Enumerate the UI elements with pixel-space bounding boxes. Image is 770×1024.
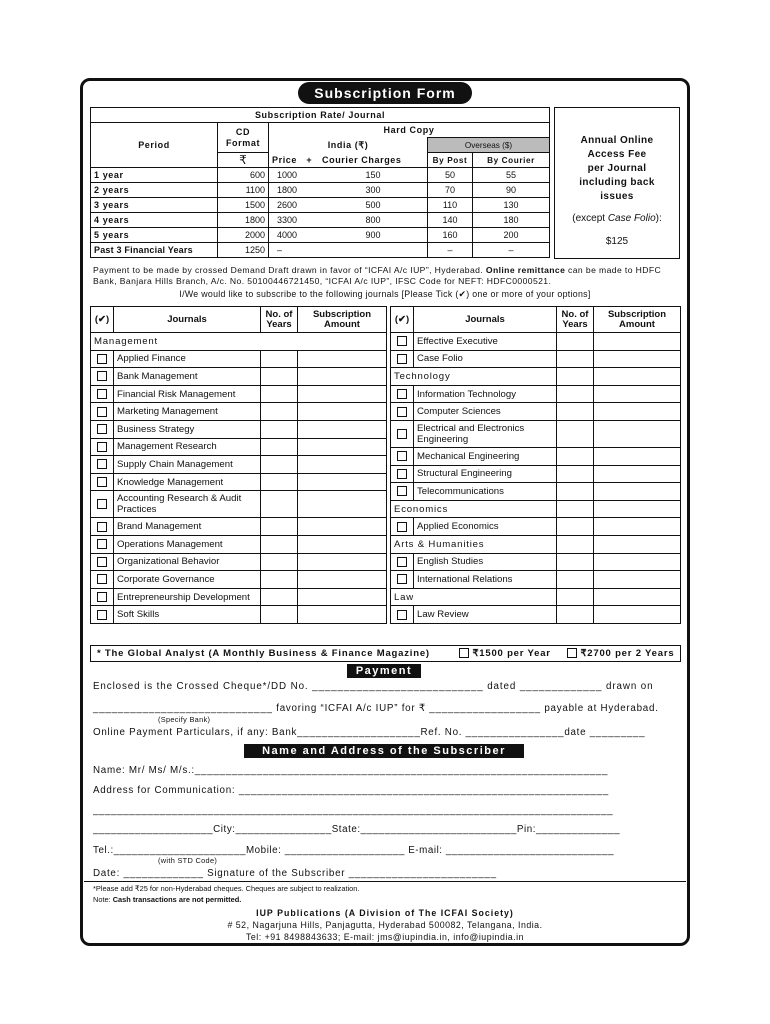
price-header: Price + [269, 153, 320, 168]
amount-cell[interactable] [298, 438, 387, 456]
amount-cell[interactable] [594, 553, 681, 571]
years-cell[interactable] [261, 473, 298, 491]
years-cell[interactable] [557, 420, 594, 447]
amount-cell[interactable] [594, 518, 681, 536]
section-label: Technology [391, 368, 557, 386]
tick-header: (✔) [391, 307, 414, 333]
by-courier-cell: 130 [473, 198, 550, 213]
tick-cell[interactable] [91, 571, 114, 589]
tick-cell[interactable] [391, 447, 414, 465]
period-cell: Past 3 Financial Years [91, 243, 218, 258]
journal-row [391, 333, 681, 351]
fee-price: $125 [605, 236, 629, 247]
journal-name: Telecommunications [414, 483, 557, 501]
years-cell[interactable] [557, 333, 594, 351]
checkbox-icon[interactable] [567, 648, 577, 658]
cd-cell: 2000 [218, 228, 269, 243]
journal-row [91, 518, 387, 536]
amount-cell[interactable] [298, 535, 387, 553]
tick-cell[interactable] [391, 571, 414, 589]
fee-line: including back [579, 177, 655, 188]
amount-cell[interactable] [594, 350, 681, 368]
years-header: No. of Years [557, 307, 594, 333]
years-cell[interactable] [261, 571, 298, 589]
journal-name: Business Strategy [114, 420, 261, 438]
fee-exception: (except Case Folio): [572, 213, 662, 224]
amount-cell[interactable] [594, 368, 681, 386]
tick-cell[interactable] [91, 553, 114, 571]
checkbox-icon[interactable] [97, 557, 107, 567]
cd-format-header: CD Format [218, 123, 269, 153]
amount-cell[interactable] [298, 368, 387, 386]
years-cell[interactable] [557, 518, 594, 536]
courier-cell: 300 [319, 183, 428, 198]
journal-name: Soft Skills [114, 606, 261, 624]
journal-row [391, 350, 681, 368]
journal-name: Information Technology [414, 385, 557, 403]
years-cell[interactable] [557, 447, 594, 465]
journal-name: Applied Economics [414, 518, 557, 536]
checkbox-icon[interactable] [397, 336, 407, 346]
amount-header: Subscription Amount [594, 307, 681, 333]
tick-cell[interactable] [91, 403, 114, 421]
section-label: Economics [391, 500, 557, 518]
journal-name: Operations Management [114, 535, 261, 553]
tick-cell[interactable] [91, 473, 114, 491]
courier-cell: 500 [319, 198, 428, 213]
journal-row [391, 447, 681, 465]
amount-cell[interactable] [298, 606, 387, 624]
amount-cell[interactable] [298, 420, 387, 438]
form-title: Subscription Form [298, 82, 472, 104]
checkbox-icon[interactable] [397, 469, 407, 479]
by-post-cell: 50 [428, 168, 473, 183]
subscriber-section-title: Name and Address of the Subscriber [244, 744, 524, 758]
checkbox-icon[interactable] [397, 610, 407, 620]
checkbox-icon[interactable] [97, 574, 107, 584]
journal-row [91, 403, 387, 421]
divider [84, 881, 686, 882]
tick-cell[interactable] [91, 456, 114, 474]
journals-header: Journals [414, 307, 557, 333]
checkbox-icon[interactable] [97, 371, 107, 381]
fee-line: issues [600, 191, 634, 202]
name-field[interactable]: Name: Mr/ Ms/ M/s.:___________________________________________________________________ [93, 765, 609, 776]
years-cell[interactable] [261, 491, 298, 518]
cd-rupee-symbol: ₹ [218, 153, 269, 168]
journal-name: English Studies [414, 553, 557, 571]
amount-cell[interactable] [298, 588, 387, 606]
fee-line: Access Fee [587, 149, 647, 160]
amount-cell[interactable] [594, 465, 681, 483]
amount-cell[interactable] [594, 500, 681, 518]
tick-cell[interactable] [91, 491, 114, 518]
hard-copy-header: Hard Copy [269, 123, 550, 138]
subscription-rate-table [90, 107, 550, 258]
tick-cell[interactable] [91, 368, 114, 386]
payment-section-title: Payment [347, 664, 421, 678]
section-row [91, 333, 387, 351]
journal-row [91, 385, 387, 403]
years-cell[interactable] [557, 385, 594, 403]
period-cell: 4 years [91, 213, 218, 228]
checkbox-icon[interactable] [397, 574, 407, 584]
journal-row [391, 518, 681, 536]
period-cell: 3 years [91, 198, 218, 213]
tick-cell[interactable] [391, 553, 414, 571]
journal-name: International Relations [414, 571, 557, 589]
courier-header: Courier Charges [319, 153, 428, 168]
journal-row [91, 491, 387, 518]
by-courier-cell: 55 [473, 168, 550, 183]
price-cell: 1000 [269, 168, 320, 183]
checkbox-icon[interactable] [97, 477, 107, 487]
tick-cell[interactable] [391, 350, 414, 368]
amount-cell[interactable] [594, 420, 681, 447]
journal-row [91, 606, 387, 624]
journal-name: Law Review [414, 606, 557, 624]
amount-cell[interactable] [594, 385, 681, 403]
amount-cell[interactable] [298, 403, 387, 421]
years-cell[interactable] [261, 535, 298, 553]
favoring-line[interactable]: _____________________________ favoring “ICFAI A/c IUP” for ₹ __________________ payable at Hyderabad. [93, 703, 659, 714]
cash-note: Note: Cash transactions are not permitted. [93, 895, 242, 904]
rate-caption: Subscription Rate/ Journal [91, 108, 550, 123]
amount-cell[interactable] [298, 456, 387, 474]
checkbox-icon[interactable] [97, 499, 107, 509]
courier-cell: 150 [319, 168, 428, 183]
by-courier-cell: 200 [473, 228, 550, 243]
journal-name: Accounting Research & Audit Practices [114, 491, 261, 518]
by-courier-cell: 180 [473, 213, 550, 228]
tick-cell[interactable] [91, 606, 114, 624]
cheque-line[interactable]: Enclosed is the Crossed Cheque*/DD No. ___________________________ dated _____________ drawn on [93, 681, 654, 692]
by-post-cell: 140 [428, 213, 473, 228]
by-post-cell: 160 [428, 228, 473, 243]
global-analyst-row [90, 645, 681, 662]
period-header: Period [91, 123, 218, 168]
address-field-2[interactable]: ______________________________________________________________________________________ [93, 805, 614, 816]
india-header: India (₹) [269, 138, 428, 153]
journal-name: Financial Risk Management [114, 385, 261, 403]
years-cell[interactable] [557, 553, 594, 571]
payment-instructions: Payment to be made by crossed Demand Draft drawn in favor of “ICFAI A/c IUP”, Hyderabad. Online remittance can be made to HDFC Bank, Banjara Hills Branch, A/c. No. 50100446721450, “ICFAI A/c IUP”, IFSC Code for NEFT: HDFC0000521. [93, 265, 662, 286]
checkbox-icon[interactable] [397, 522, 407, 532]
years-cell[interactable] [557, 571, 594, 589]
global-analyst-option-2yr[interactable]: ₹2700 per 2 Years [567, 646, 674, 661]
years-cell[interactable] [557, 483, 594, 501]
journal-row [91, 420, 387, 438]
amount-header: Subscription Amount [298, 307, 387, 333]
amount-cell[interactable] [298, 385, 387, 403]
years-header: No. of Years [261, 307, 298, 333]
period-cell: 2 years [91, 183, 218, 198]
journal-name: Effective Executive [414, 333, 557, 351]
checkbox-icon[interactable] [397, 389, 407, 399]
years-cell[interactable] [261, 456, 298, 474]
by-post-cell: 110 [428, 198, 473, 213]
years-cell[interactable] [557, 350, 594, 368]
journals-table-left [90, 306, 387, 624]
journal-name: Mechanical Engineering [414, 447, 557, 465]
checkbox-icon[interactable] [97, 389, 107, 399]
journal-name: Brand Management [114, 518, 261, 536]
checkbox-icon[interactable] [97, 407, 107, 417]
period-cell: 5 years [91, 228, 218, 243]
section-label: Law [391, 588, 557, 606]
rate-row [91, 198, 550, 213]
tick-cell[interactable] [391, 483, 414, 501]
journal-row [91, 553, 387, 571]
checkbox-icon[interactable] [397, 407, 407, 417]
cd-cell: 1250 [218, 243, 269, 258]
publisher-address: # 52, Nagarjuna Hills, Panjagutta, Hyderabad 500082, Telangana, India. [227, 920, 543, 930]
by-courier-cell: 90 [473, 183, 550, 198]
section-row [391, 368, 681, 386]
journal-name: Organizational Behavior [114, 553, 261, 571]
amount-cell[interactable] [298, 518, 387, 536]
price-cell: 2600 [269, 198, 320, 213]
checkbox-icon[interactable] [97, 522, 107, 532]
tick-cell[interactable] [91, 350, 114, 368]
amount-cell[interactable] [594, 571, 681, 589]
journal-name: Electrical and Electronics Engineering [414, 420, 557, 447]
journal-row [391, 403, 681, 421]
tick-cell[interactable] [91, 385, 114, 403]
journals-table-right [390, 306, 681, 624]
price-cell: 3300 [269, 213, 320, 228]
tick-cell[interactable] [91, 588, 114, 606]
journal-row [91, 368, 387, 386]
section-label: Arts & Humanities [391, 535, 557, 553]
checkbox-icon[interactable] [97, 424, 107, 434]
tick-header: (✔) [91, 307, 114, 333]
tick-cell[interactable] [91, 420, 114, 438]
years-cell[interactable] [557, 403, 594, 421]
years-cell[interactable] [261, 588, 298, 606]
years-cell[interactable] [261, 385, 298, 403]
cd-cell: 1100 [218, 183, 269, 198]
amount-cell[interactable] [298, 553, 387, 571]
checkbox-icon[interactable] [97, 442, 107, 452]
section-row [391, 500, 681, 518]
tick-cell[interactable] [391, 420, 414, 447]
tick-cell[interactable] [91, 535, 114, 553]
years-cell[interactable] [261, 420, 298, 438]
journal-name: Case Folio [414, 350, 557, 368]
online-payment-line[interactable]: Online Payment Particulars, if any: Bank____________________Ref. No. ________________date _________ [93, 727, 646, 738]
global-analyst-option-1yr[interactable]: ₹1500 per Year [459, 646, 551, 661]
std-code-hint: (with STD Code) [158, 856, 218, 865]
journal-row [391, 483, 681, 501]
online-access-fee-box [554, 107, 680, 259]
tick-cell[interactable] [91, 518, 114, 536]
by-post-cell: 70 [428, 183, 473, 198]
period-cell: 1 year [91, 168, 218, 183]
years-cell[interactable] [557, 588, 594, 606]
years-cell[interactable] [261, 518, 298, 536]
tick-cell[interactable] [391, 385, 414, 403]
tick-cell[interactable] [391, 333, 414, 351]
amount-cell[interactable] [594, 447, 681, 465]
years-cell[interactable] [261, 350, 298, 368]
years-cell[interactable] [261, 553, 298, 571]
tick-cell[interactable] [391, 606, 414, 624]
checkbox-icon[interactable] [97, 539, 107, 549]
date-signature-field[interactable]: Date: _____________ Signature of the Subscriber ________________________ [93, 868, 497, 879]
section-row [391, 535, 681, 553]
amount-cell[interactable] [594, 606, 681, 624]
journal-row [391, 385, 681, 403]
tel-mobile-email-field[interactable]: Tel.:______________________Mobile: ____________________ E-mail: ____________________________ [93, 845, 615, 856]
fee-line: per Journal [587, 163, 647, 174]
checkbox-icon[interactable] [97, 354, 107, 364]
journal-name: Bank Management [114, 368, 261, 386]
amount-cell[interactable] [298, 350, 387, 368]
by-courier-cell: – [473, 243, 550, 258]
years-cell[interactable] [557, 368, 594, 386]
amount-cell[interactable] [298, 473, 387, 491]
amount-cell[interactable] [298, 571, 387, 589]
journal-name: Management Research [114, 438, 261, 456]
journal-row [91, 456, 387, 474]
amount-cell[interactable] [594, 588, 681, 606]
publisher-name: IUP Publications (A Division of The ICFAI Society) [256, 908, 514, 918]
checkbox-icon[interactable] [97, 610, 107, 620]
journal-row [391, 553, 681, 571]
amount-cell[interactable] [594, 333, 681, 351]
tick-cell[interactable] [391, 518, 414, 536]
fee-line: Annual Online [580, 135, 654, 146]
years-cell[interactable] [557, 606, 594, 624]
section-row [391, 588, 681, 606]
checkbox-icon[interactable] [397, 429, 407, 439]
journal-row [91, 535, 387, 553]
journal-name: Corporate Governance [114, 571, 261, 589]
cd-cell: 1800 [218, 213, 269, 228]
checkbox-icon[interactable] [397, 354, 407, 364]
rate-row [91, 243, 550, 258]
by-courier-header: By Courier [473, 153, 550, 168]
checkbox-icon[interactable] [459, 648, 469, 658]
years-cell[interactable] [557, 535, 594, 553]
journal-row [91, 438, 387, 456]
journal-name: Computer Sciences [414, 403, 557, 421]
journal-name: Marketing Management [114, 403, 261, 421]
journal-row [91, 588, 387, 606]
price-cell: 4000 [269, 228, 320, 243]
years-cell[interactable] [261, 438, 298, 456]
journal-name: Knowledge Management [114, 473, 261, 491]
rate-row [91, 228, 550, 243]
courier-cell [319, 243, 428, 258]
journal-row [391, 420, 681, 447]
checkbox-icon[interactable] [97, 592, 107, 602]
amount-cell[interactable] [594, 483, 681, 501]
years-cell[interactable] [557, 500, 594, 518]
tick-cell[interactable] [91, 438, 114, 456]
journal-name: Structural Engineering [414, 465, 557, 483]
checkbox-icon[interactable] [97, 459, 107, 469]
journal-name: Applied Finance [114, 350, 261, 368]
global-analyst-label: * The Global Analyst (A Monthly Business & Finance Magazine) [97, 648, 430, 659]
cd-cell: 600 [218, 168, 269, 183]
journal-row [91, 571, 387, 589]
amount-cell[interactable] [594, 403, 681, 421]
specify-bank-hint: (Specify Bank) [158, 715, 211, 724]
years-cell[interactable] [261, 403, 298, 421]
checkbox-icon[interactable] [397, 486, 407, 496]
by-post-cell: – [428, 243, 473, 258]
rate-row [91, 183, 550, 198]
courier-cell: 800 [319, 213, 428, 228]
journal-row [391, 465, 681, 483]
journal-row [391, 606, 681, 624]
journal-row [91, 350, 387, 368]
courier-cell: 900 [319, 228, 428, 243]
amount-cell[interactable] [594, 535, 681, 553]
tick-cell[interactable] [391, 403, 414, 421]
by-post-header: By Post [428, 153, 473, 168]
checkbox-icon[interactable] [397, 451, 407, 461]
section-label: Management [91, 333, 387, 351]
rate-row [91, 213, 550, 228]
price-cell: – [269, 243, 320, 258]
journal-row [91, 473, 387, 491]
years-cell[interactable] [261, 368, 298, 386]
checkbox-icon[interactable] [397, 557, 407, 567]
journal-row [391, 571, 681, 589]
publisher-contact: Tel: +91 8498843633; E-mail: jms@iupindia.in, info@iupindia.in [246, 932, 524, 942]
journals-header: Journals [114, 307, 261, 333]
cd-cell: 1500 [218, 198, 269, 213]
journal-name: Supply Chain Management [114, 456, 261, 474]
cheque-note: *Please add ₹25 for non-Hyderabad cheques. Cheques are subject to realization. [93, 884, 360, 893]
address-field[interactable]: Address for Communication: ____________________________________________________________ [93, 785, 609, 796]
price-cell: 1800 [269, 183, 320, 198]
subscribe-instruction: I/We would like to subscribe to the following journals [Please Tick (✔) one or more of your options] [179, 289, 591, 299]
city-state-pin-field[interactable]: ____________________City:________________State:__________________________Pin:______________ [93, 824, 621, 835]
years-cell[interactable] [261, 606, 298, 624]
journal-name: Entrepreneurship Development [114, 588, 261, 606]
years-cell[interactable] [557, 465, 594, 483]
rate-row [91, 168, 550, 183]
amount-cell[interactable] [298, 491, 387, 518]
tick-cell[interactable] [391, 465, 414, 483]
overseas-header: Overseas ($) [428, 138, 550, 153]
